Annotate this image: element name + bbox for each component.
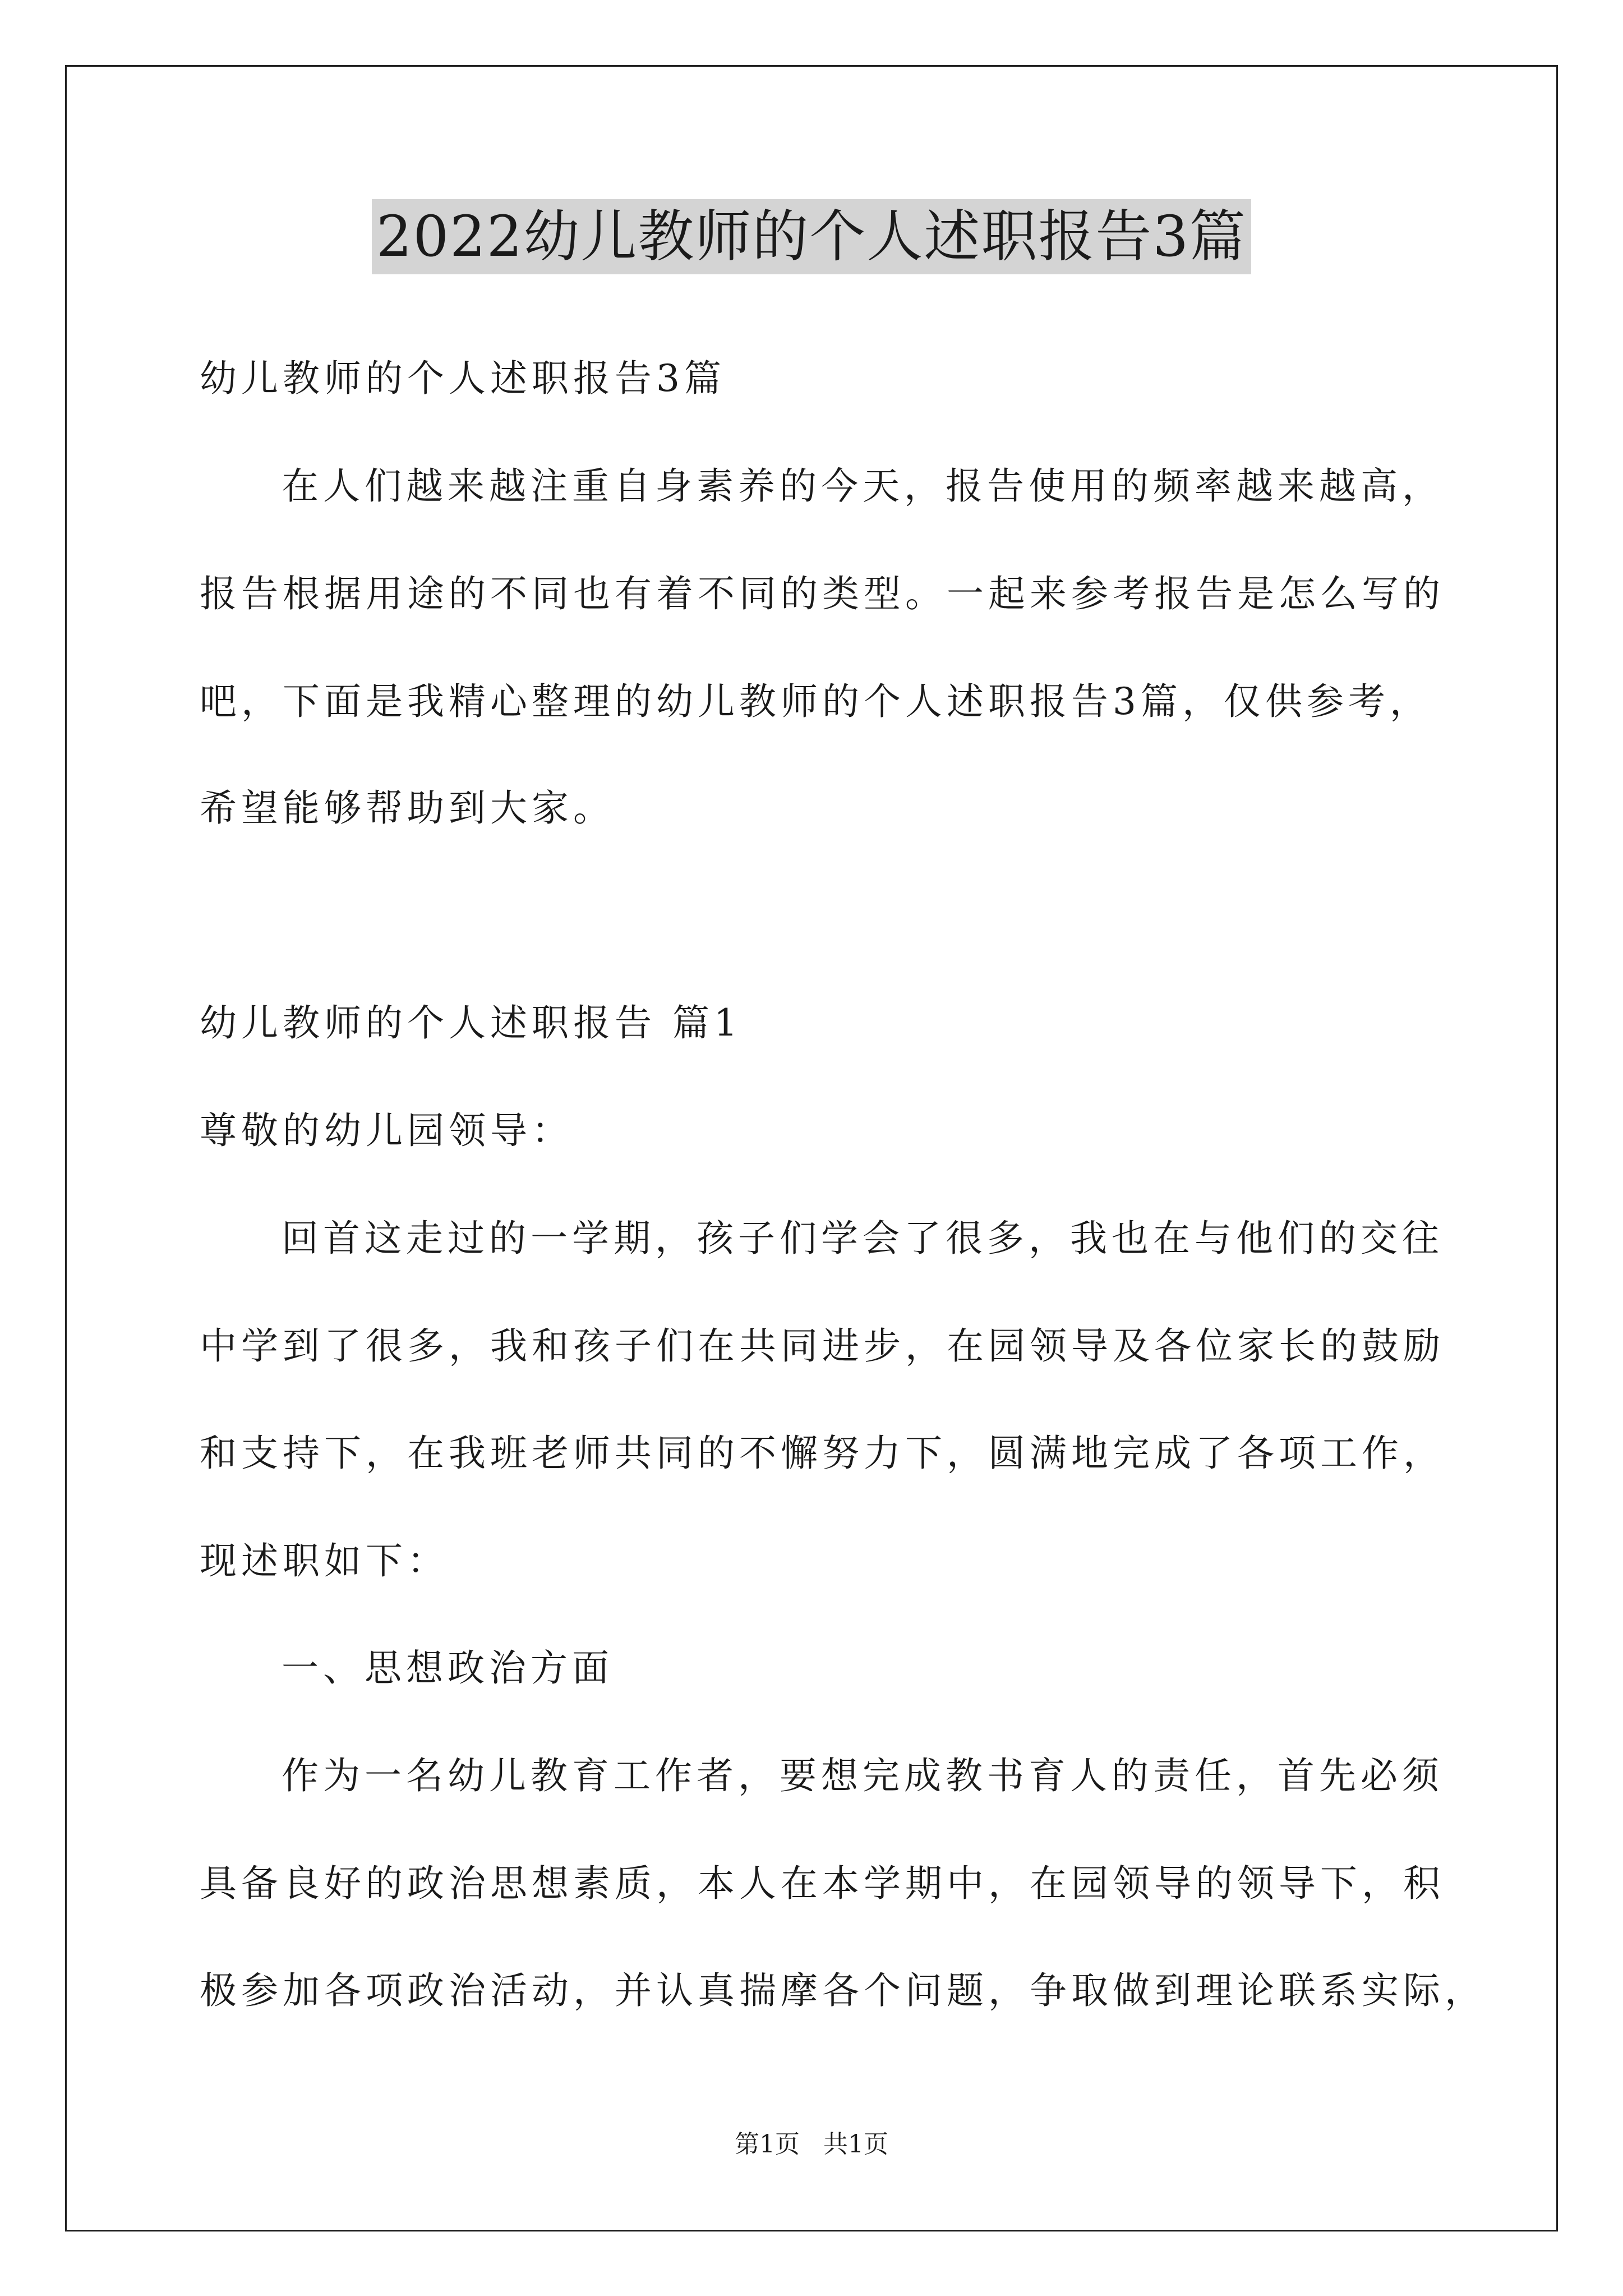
page-number: 第1页	[735, 2130, 800, 2159]
intro-line-2: 报告根据用途的不同也有着不同的类型。一起来参考报告是怎么写的	[200, 572, 1445, 615]
para1-line-2: 中学到了很多，我和孩子们在共同进步，在园领导及各位家长的鼓励	[200, 1324, 1445, 1368]
document-subtitle: 幼儿教师的个人述职报告3篇	[200, 357, 726, 400]
salutation: 尊敬的幼儿园领导：	[200, 1109, 573, 1152]
title-wrap	[0, 199, 1623, 274]
intro-line-1: 在人们越来越注重自身素养的今天，报告使用的频率越来越高，	[282, 464, 1444, 508]
document-title: 2022幼儿教师的个人述职报告3篇	[372, 199, 1251, 274]
para2-line-1: 作为一名幼儿教育工作者，要想完成教书育人的责任，首先必须	[282, 1754, 1444, 1797]
para2-line-3: 极参加各项政治活动，并认真揣摩各个问题，争取做到理论联系实际，	[200, 1969, 1486, 2012]
intro-line-4: 希望能够帮助到大家。	[200, 786, 615, 830]
section-heading: 幼儿教师的个人述职报告 篇1	[200, 1001, 742, 1045]
para1-line-3: 和支持下，在我班老师共同的不懈努力下，圆满地完成了各项工作，	[200, 1432, 1445, 1475]
subheading: 一、思想政治方面	[282, 1646, 614, 1690]
para2-line-2: 具备良好的政治思想素质，本人在本学期中，在园领导的领导下，积	[200, 1862, 1445, 1905]
intro-line-3: 吧，下面是我精心整理的幼儿教师的个人述职报告3篇，仅供参考，	[200, 680, 1431, 723]
para1-line-1: 回首这走过的一学期，孩子们学会了很多，我也在与他们的交往	[282, 1217, 1444, 1260]
para1-line-4: 现述职如下：	[200, 1539, 449, 1582]
page-footer	[0, 2129, 1623, 2160]
page-total: 共1页	[823, 2130, 888, 2159]
